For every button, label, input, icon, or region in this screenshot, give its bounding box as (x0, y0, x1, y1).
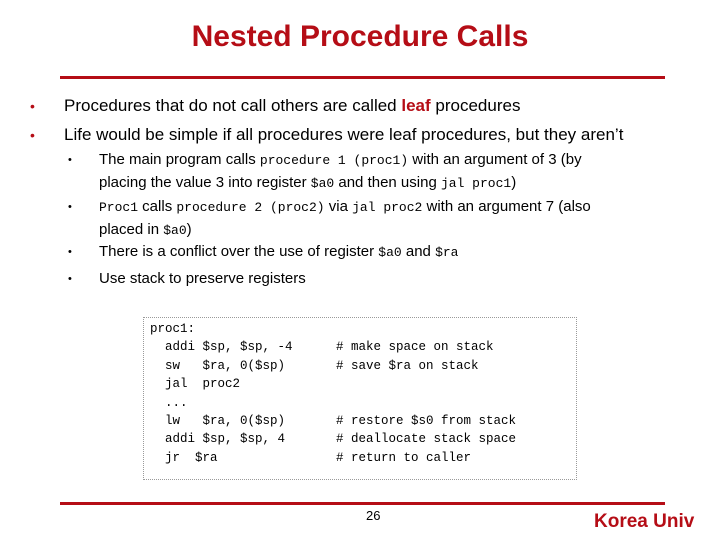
bullet-marker: • (68, 246, 72, 258)
slide-title: Nested Procedure Calls (191, 20, 529, 53)
sub-bullet-line: placing the value 3 into register $a0 and then using jal proc1) (99, 174, 517, 191)
sub-bullet-line: Proc1 calls procedure 2 (proc2) via jal proc2 with an argument 7 (also (99, 198, 591, 215)
sub-bullet-line: The main program calls procedure 1 (proc1) with an argument of 3 (by (99, 151, 582, 168)
bullet-marker: • (68, 154, 72, 166)
code-comments: # make space on stack # save $ra on stack # restore $s0 from stack # deallocate stack space # return to caller (336, 340, 517, 465)
sub-bullet-text (99, 268, 684, 290)
bullet-marker: • (68, 201, 72, 213)
sub-bullet-text (99, 196, 684, 242)
sub-bullet-line: There is a conflict over the use of register $a0 and $ra (99, 243, 459, 260)
sub-bullet-text (99, 149, 684, 195)
sub-bullet-line: Use stack to preserve registers (99, 270, 306, 287)
code-instructions: proc1: addi $sp, $sp, -4 sw $ra, 0($sp) jal proc2 ... lw $ra, 0($sp) addi $sp, $sp, 4 jr $ra (150, 322, 293, 465)
sub-bullet-text (99, 241, 684, 264)
leaf-keyword: leaf (401, 96, 431, 115)
bullet-text: Procedures that do not call others are called leaf procedures (64, 96, 521, 115)
title-divider (60, 76, 665, 79)
bullet-text: Life would be simple if all procedures were leaf procedures, but they aren’t (64, 125, 624, 144)
bullet-marker: • (68, 273, 72, 285)
code-block (143, 317, 577, 480)
sub-bullet-line: placed in $a0) (99, 221, 192, 238)
footer-divider (60, 502, 665, 505)
bullet-marker: • (30, 98, 35, 114)
korea-univ-logo: Korea Univ (594, 511, 695, 532)
bullet-marker: • (30, 127, 35, 143)
page-number: 26 (366, 508, 381, 523)
